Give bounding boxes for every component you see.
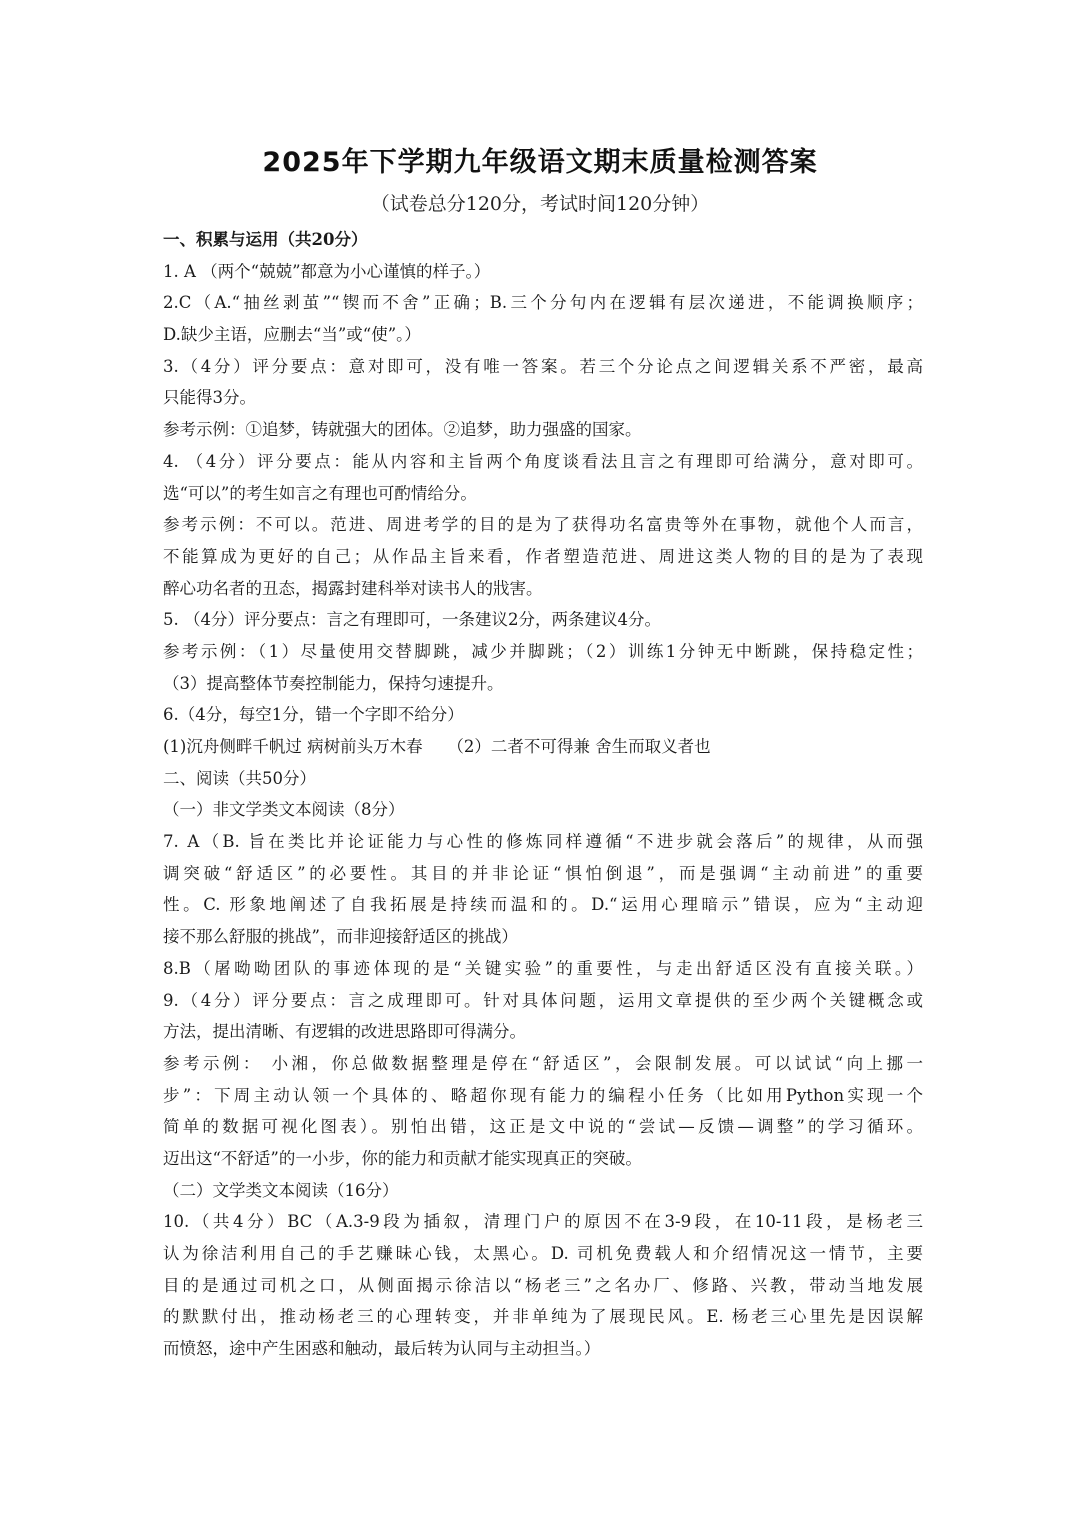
answer-line: 而愤怒，途中产生困惑和触动，最后转为认同与主动担当。） [163, 1339, 601, 1359]
answer-body [163, 224, 923, 1365]
answer-line: 参考示例：①追梦，铸就强大的团体。②追梦，助力强盛的国家。 [163, 420, 642, 440]
answer-line: 的默默付出，推动杨老三的心理转变，并非单纯为了展现民风。E. 杨老三心里先是因误解 [163, 1307, 923, 1327]
answer-line: 调突破“舒适区”的必要性。其目的并非论证“惧怕倒退”，而是强调“主动前进”的重要 [163, 863, 923, 883]
answer-line: 5. （4分）评分要点：言之有理即可，一条建议2分，两条建议4分。 [163, 610, 661, 630]
answer-line: 6.（4分，每空1分，错一个字即不给分） [163, 705, 464, 725]
answer-line: 10.（共4分）BC（A.3-9段为插叙，清理门户的原因不在3-9段，在10-11段，是杨老三 [163, 1212, 923, 1232]
answer-line: 二、阅读（共50分） [163, 768, 316, 788]
answer-line: 步”：下周主动认领一个具体的、略超你现有能力的编程小任务（比如用Python实现一个 [163, 1085, 923, 1105]
document-title: 2025年下学期九年级语文期末质量检测答案 [262, 147, 818, 178]
answer-line: 目的是通过司机之口，从侧面揭示徐洁以“杨老三”之名办厂、修路、兴教，带动当地发展 [163, 1275, 923, 1295]
answer-line: 3.（4分）评分要点：意对即可，没有唯一答案。若三个分论点之间逻辑关系不严密，最高 [163, 356, 923, 376]
answer-line: 参考示例：（1）尽量使用交替脚跳，减少并脚跳；（2）训练1分钟无中断跳，保持稳定性； [163, 641, 923, 661]
answer-line: 不能算成为更好的自己；从作品主旨来看，作者塑造范进、周进这类人物的目的是为了表现 [163, 546, 923, 566]
answer-line: 7. A（B. 旨在类比并论证能力与心性的修炼同样遵循“不进步就会落后”的规律，从而强 [163, 832, 923, 852]
answer-line: 1. A （两个“兢兢”都意为小心谨慎的样子。） [163, 261, 491, 281]
document-subtitle: （试卷总分120分，考试时间120分钟） [370, 193, 710, 215]
answer-line: 9.（4分）评分要点：言之成理即可。针对具体问题，运用文章提供的至少两个关键概念或 [163, 990, 923, 1010]
answer-line: 4. （4分）评分要点：能从内容和主旨两个角度谈看法且言之有理即可给满分，意对即可。 [163, 451, 923, 471]
answer-line: 一、积累与运用（共20分） [163, 230, 368, 249]
answer-line: 性。C. 形象地阐述了自我拓展是持续而温和的。D.“运用心理暗示”错误，应为“主动迎 [163, 895, 923, 915]
answer-line: （一）非文学类文本阅读（8分） [163, 800, 405, 820]
answer-line: 只能得3分。 [163, 388, 256, 408]
answer-line: 认为徐洁利用自己的手艺赚昧心钱，太黑心。D. 司机免费载人和介绍情况这一情节，主要 [163, 1244, 923, 1263]
answer-line: 选“可以”的考生如言之有理也可酌情给分。 [163, 483, 477, 503]
answer-line: （3）提高整体节奏控制能力，保持匀速提升。 [163, 673, 504, 693]
answer-line: 方法，提出清晰、有逻辑的改进思路即可得满分。 [163, 1022, 526, 1042]
answer-line: 参考示例：不可以。范进、周进考学的目的是为了获得功名富贵等外在事物，就他个人而言， [163, 515, 923, 535]
answer-line: 醉心功名者的丑态，揭露封建科举对读书人的戕害。 [163, 578, 543, 598]
answer-line: 2.C（A.“抽丝剥茧”“锲而不舍”正确；B.三个分句内在逻辑有层次递进，不能调换顺序； [163, 293, 923, 313]
answer-line: 迈出这“不舒适”的一小步，你的能力和贡献才能实现真正的突破。 [163, 1148, 642, 1168]
answer-line: 8.B（屠呦呦团队的事迹体现的是“关键实验”的重要性，与走出舒适区没有直接关联。） [163, 958, 923, 978]
answer-line: D.缺少主语，应删去“当”或“使”。） [163, 325, 421, 345]
answer-line: 参考示例： 小湘，你总做数据整理是停在“舒适区”，会限制发展。可以试试“向上挪一 [163, 1053, 923, 1073]
answer-line: （二）文学类文本阅读（16分） [163, 1180, 399, 1200]
answer-line: 简单的数据可视化图表）。别怕出错，这正是文中说的“尝试—反馈—调整”的学习循环。 [163, 1117, 923, 1137]
answer-line: (1)沉舟侧畔千帆过 病树前头万木春 （2）二者不可得兼 舍生而取义者也 [163, 737, 711, 756]
answer-line: 接不那么舒服的挑战”，而非迎接舒适区的挑战） [163, 927, 518, 947]
